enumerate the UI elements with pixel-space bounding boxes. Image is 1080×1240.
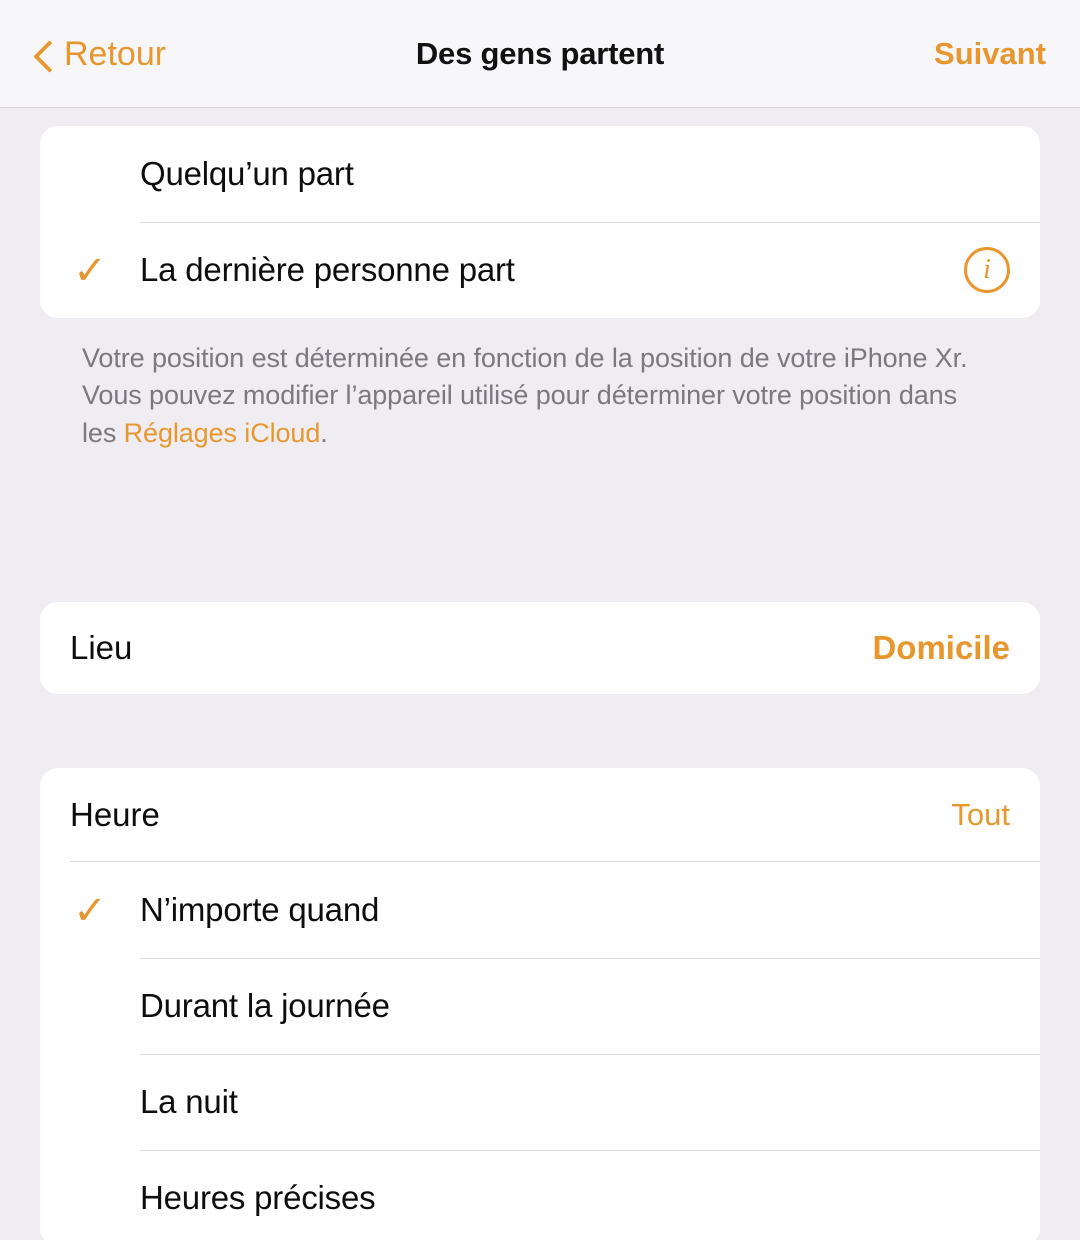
info-icon[interactable]: i bbox=[964, 247, 1010, 293]
place-label: Lieu bbox=[70, 628, 133, 666]
icloud-settings-link[interactable]: Réglages iCloud bbox=[123, 417, 321, 448]
trigger-options-card bbox=[40, 126, 1040, 318]
option-row-derniere-personne-part[interactable] bbox=[40, 222, 1040, 318]
back-button[interactable] bbox=[34, 34, 167, 73]
time-option-row-nimporte-quand[interactable] bbox=[40, 862, 1040, 958]
time-option-label: N’importe quand bbox=[140, 890, 380, 928]
time-option-label: Heures précises bbox=[140, 1178, 376, 1216]
time-card bbox=[40, 768, 1040, 1240]
content bbox=[0, 126, 1080, 1240]
page-title: Des gens partent bbox=[415, 35, 665, 71]
footnote-text-part2: . bbox=[320, 417, 328, 448]
time-header bbox=[40, 768, 1040, 862]
checkmark-icon: ✓ bbox=[73, 249, 107, 293]
checkmark-icon bbox=[40, 1177, 140, 1219]
time-option-label: Durant la journée bbox=[140, 986, 390, 1024]
place-row[interactable] bbox=[40, 602, 1040, 694]
chevron-left-icon bbox=[34, 44, 54, 64]
option-label: Quelqu’un part bbox=[140, 155, 354, 192]
time-option-row-la-nuit[interactable] bbox=[40, 1054, 1040, 1150]
next-button[interactable]: Suivant bbox=[934, 35, 1046, 71]
spacer bbox=[40, 694, 1040, 768]
time-option-row-heures-precises[interactable] bbox=[40, 1150, 1040, 1240]
location-footnote bbox=[40, 318, 1040, 452]
time-label: Heure bbox=[70, 795, 160, 833]
time-option-label: La nuit bbox=[140, 1082, 238, 1120]
footnote-text-part1: Votre position est déterminée en fonction de la position de votre iPhone Xr. Vous pouvez modifier l’appareil utilisé pour déterminer votre position dans les bbox=[82, 343, 968, 448]
place-value[interactable]: Domicile bbox=[872, 628, 1010, 666]
spacer bbox=[40, 452, 1040, 602]
checkmark-icon bbox=[40, 1081, 140, 1123]
back-button-label: Retour bbox=[64, 34, 167, 73]
checkmark-icon bbox=[40, 985, 140, 1027]
navigation-bar bbox=[0, 0, 1080, 108]
time-option-row-durant-la-journee[interactable] bbox=[40, 958, 1040, 1054]
time-value[interactable]: Tout bbox=[951, 796, 1010, 832]
checkmark-icon bbox=[40, 153, 140, 195]
checkmark-icon: ✓ bbox=[73, 888, 107, 933]
option-row-quelquun-part[interactable] bbox=[40, 126, 1040, 222]
place-card bbox=[40, 602, 1040, 694]
option-label: La dernière personne part bbox=[140, 251, 515, 288]
